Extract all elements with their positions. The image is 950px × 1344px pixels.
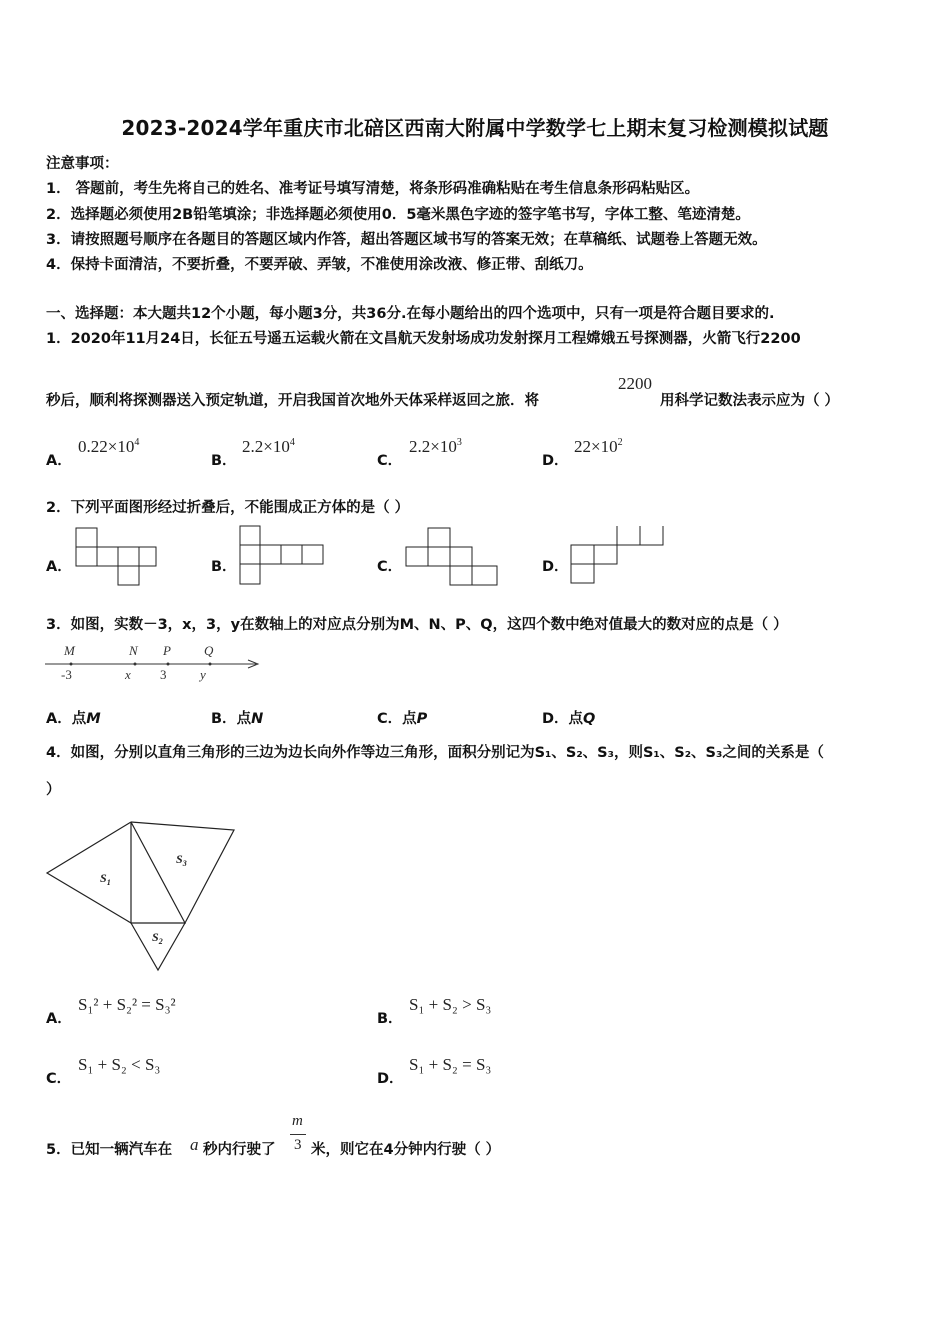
q2-net-b <box>236 524 328 588</box>
svg-text:S1 <box>100 871 111 887</box>
q3-value-x: x <box>125 667 131 682</box>
q4-label-s2: S <box>152 930 159 944</box>
q4-option-a-label: A． <box>46 1011 72 1027</box>
q2-net-c <box>403 526 501 588</box>
q4-label-s3-sub: 3 <box>182 859 187 868</box>
q3-point-p: P <box>163 643 171 658</box>
q3-point-n: N <box>129 643 138 658</box>
q4-option-b-label: B． <box>377 1011 403 1027</box>
q3-value-neg3: -3 <box>61 667 72 682</box>
note-item-4: 4．保持卡面清洁，不要折叠，不要弄破、弄皱，不准使用涂改液、修正带、刮纸刀。 <box>46 257 593 273</box>
q1-line2a: 秒后，顺利将探测器送入预定轨道，开启我国首次地外天体采样返回之旅．将 <box>46 393 539 409</box>
note-item-1: 1． 答题前，考生先将自己的姓名、准考证号填写清楚，将条形码准确粘贴在考生信息条形码粘贴区。 <box>46 181 700 197</box>
q5-part1: 5．已知一辆汽车在 <box>46 1142 173 1158</box>
q4-option-c-label: C． <box>46 1071 72 1087</box>
q2-net-d <box>568 524 668 588</box>
q5-var-a: a <box>190 1135 199 1154</box>
q3-option-b: B．点N <box>211 711 264 727</box>
q1-option-c-expr: $2.2\times 10^3$ <box>409 437 462 456</box>
q4-line1: 4．如图，分别以直角三角形的三边为边长向外作等边三角形，面积分别记为S₁、S₂、S₃，则S₁、S₂、S₃之间的关系是（ <box>46 745 824 761</box>
q3-number-line <box>40 640 270 686</box>
note-item-2: 2．选择题必须使用2B铅笔填涂；非选择题必须使用0．5毫米黑色字迹的签字笔书写，字体工整、笔迹清楚。 <box>46 207 750 223</box>
notes-heading: 注意事项： <box>46 156 119 172</box>
q2-option-d-label: D． <box>542 559 569 575</box>
q4-line2: ） <box>46 782 61 798</box>
svg-text:S2 <box>152 930 163 946</box>
q4-option-d-expr: S₁ + S₂ = S₃ <box>409 1055 492 1074</box>
q2-net-a <box>72 526 162 588</box>
q5-part2: 秒内行驶了 <box>203 1142 276 1158</box>
q4-option-b-expr: S₁ + S₂ > S₃ <box>409 995 492 1014</box>
q4-label-s1: S <box>100 871 107 885</box>
q1-option-b-expr: $2.2\times 10^4$ <box>242 437 295 456</box>
q3-point-m: M <box>64 643 75 658</box>
q1-option-d-expr: $22\times 10^2$ <box>574 437 623 456</box>
q4-option-c-expr: S₁ + S₂ < S₃ <box>78 1055 161 1074</box>
q3-point-q: Q <box>204 643 214 658</box>
q5-fraction-bar <box>290 1134 306 1135</box>
q2-option-b-label: B． <box>211 559 237 575</box>
q2-option-c-label: C． <box>377 559 403 575</box>
q1-option-b-label: B． <box>211 453 237 469</box>
q1-option-c-label: C． <box>377 453 403 469</box>
q4-label-s1-sub: 1 <box>106 878 111 887</box>
q2-option-a-label: A． <box>46 559 72 575</box>
q1-line2b: 用科学记数法表示应为（ ） <box>660 393 840 409</box>
q4-option-a-expr: S₁² + S₂² = S₃² <box>78 995 176 1014</box>
q5-fraction-numerator: m <box>292 1113 303 1129</box>
q2-question: 2．下列平面图形经过折叠后，不能围成正方体的是（ ） <box>46 500 410 516</box>
q3-value-y: y <box>200 667 206 682</box>
q1-option-a-label: A． <box>46 453 72 469</box>
q3-option-c: C．点P <box>377 711 428 727</box>
q5-fraction-denominator: 3 <box>294 1137 302 1153</box>
q5-part3: 米，则它在4分钟内行驶（ ） <box>311 1142 501 1158</box>
q3-option-d: D．点Q <box>542 711 596 727</box>
q3-option-a: A．点M <box>46 711 101 727</box>
q4-label-s3: S <box>176 852 183 866</box>
q4-label-s2-sub: 2 <box>158 937 163 946</box>
q4-option-d-label: D． <box>377 1071 404 1087</box>
section-heading: 一、选择题：本大题共12个小题，每小题3分，共36分.在每小题给出的四个选项中，只有一项是符合题目要求的. <box>46 306 775 322</box>
note-item-3: 3．请按照题号顺序在各题目的答题区域内作答，超出答题区域书写的答案无效；在草稿纸、试题卷上答题无效。 <box>46 232 767 248</box>
q1-option-a-expr: $0.22\times 10^4$ <box>78 437 140 456</box>
svg-text:S3 <box>176 852 187 868</box>
page-title: 2023-2024学年重庆市北碚区西南大附属中学数学七上期末复习检测模拟试题 <box>121 116 829 140</box>
q3-question: 3．如图，实数－3，x，3，y在数轴上的对应点分别为M、N、P、Q，这四个数中绝对值最大的数对应的点是（ ） <box>46 617 788 633</box>
q4-triangle-figure <box>40 816 240 978</box>
q1-line1: 1．2020年11月24日，长征五号遥五运载火箭在文昌航天发射场成功发射探月工程嫦娥五号探测器，火箭飞行2200 <box>46 331 801 347</box>
q1-number: 2200 <box>618 374 652 393</box>
q1-option-d-label: D． <box>542 453 569 469</box>
q3-value-3: 3 <box>160 667 167 682</box>
